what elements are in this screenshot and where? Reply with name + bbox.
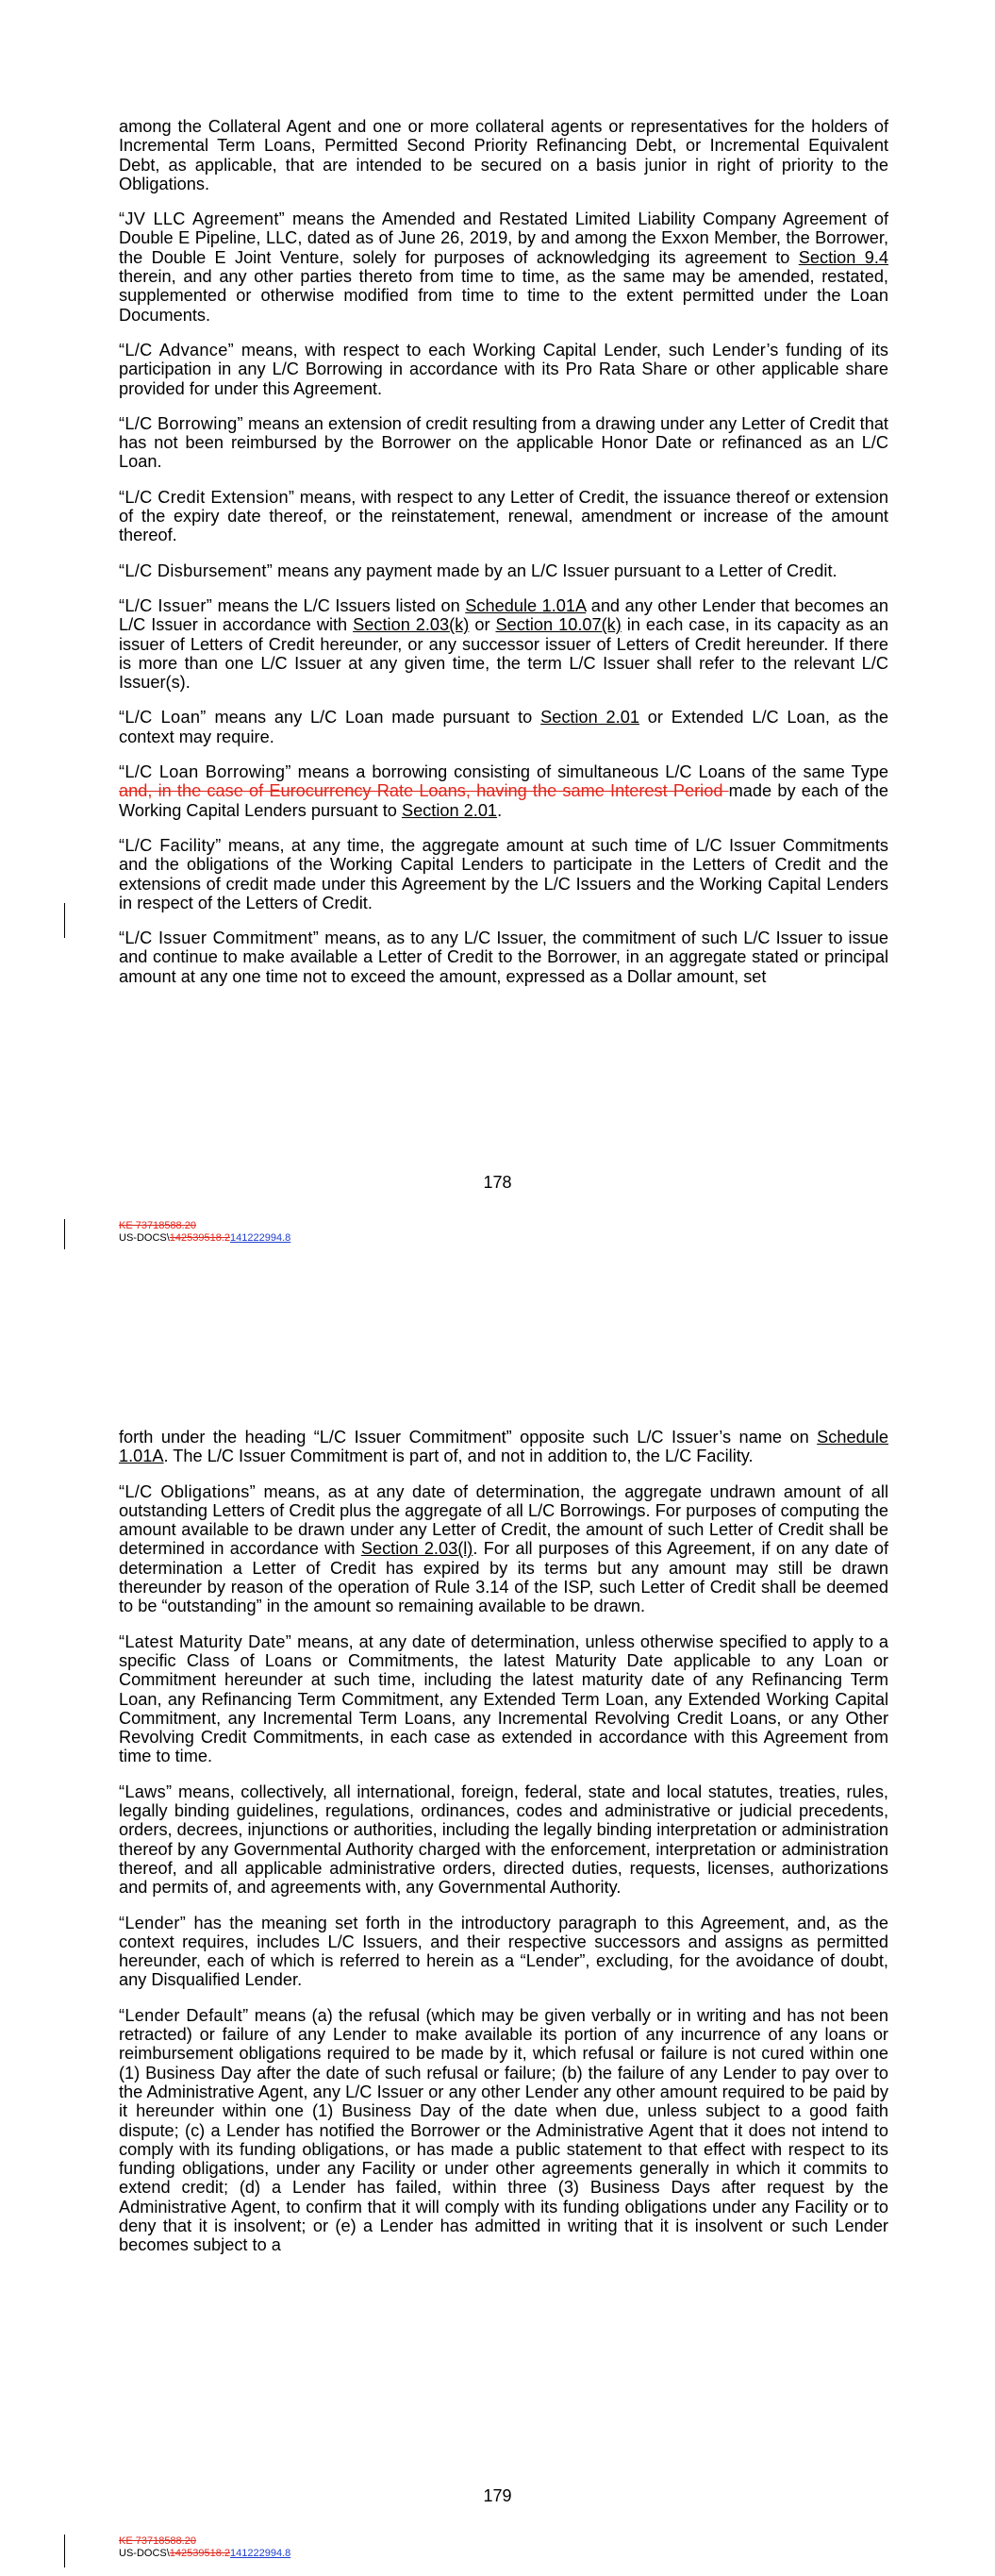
paragraph-text: means, as to any L/C Issuer, the commitment of such L/C Issuer to issue and continue to make available a Letter of Credit to the Borrower, in an aggregate stated or principal amount at any one time not to exceed the amount, expressed as a Dollar amount, set	[119, 928, 888, 986]
defined-term: “L/C Disbursement”	[119, 560, 274, 580]
page-number: 179	[483, 2486, 512, 2505]
footer-doc-id	[119, 2548, 290, 2560]
paragraph	[119, 928, 888, 986]
paragraph-text: means (a) the refusal (which may be given verbally or in writing and has not been retracted) or failure of any Lender to make available its portion of any incurrence of any loans or reimbursement obligations required to be made by it, which refusal or failure is not cured within one (1) Business Day after the date of such refusal or failure; (b) the failure of any Lender to pay over to the Administrative Agent, any L/C Issuer or any other Lender any other amount required to be paid by it hereunder within one (1) Business Day of the date when due, unless subject to a good faith dispute; (c) a Lender has notified the Borrower or the Administrative Agent that it does not intend to comply with its funding obligations, or has made a public statement to that effect with respect to its funding obligations, under any Facility or under other agreements generally in which it commits to extend credit; (d) a Lender has failed, within three (3) Business Days after request by the Administrative Agent, to confirm that it will comply with its funding obligations under any Facility or to deny that it is insolvent; or (e) a Lender has admitted in writing that it is insolvent or such Lender becomes subject to a	[119, 2005, 888, 2255]
footer-old-id: 142539518.2	[169, 2548, 231, 2559]
paragraph-text: in each case, in its capacity as an issuer of Letters of Credit hereunder, or any successor issuer of Letters of Credit hereunder. If there is more than one L/C Issuer at any given time, the term L/C Issuer shall refer to the relevant L/C Issuer(s).	[119, 615, 889, 693]
paragraph	[119, 414, 888, 472]
defined-term: “L/C Borrowing”	[119, 413, 243, 433]
section-reference: Section 2.03(k)	[353, 615, 470, 635]
paragraph-text: or Extended L/C Loan, as the context may require.	[119, 708, 889, 746]
paragraph-text: means a borrowing consisting of simultaneous L/C Loans of the same Type	[290, 762, 888, 782]
section-reference: Section 2.01	[540, 708, 639, 728]
paragraph-text: means any payment made by an L/C Issuer pursuant to a Letter of Credit.	[273, 560, 837, 580]
document-page-179	[0, 1288, 995, 2576]
paragraph	[119, 1914, 888, 1990]
paragraph	[119, 488, 888, 545]
footer-doc-id	[119, 1232, 290, 1245]
footer-prefix: US-DOCS\	[119, 2548, 170, 2559]
paragraph-text: means the L/C Issuers listed on	[212, 595, 466, 615]
paragraph	[119, 561, 888, 580]
footer-deleted-id: KE 73718588.20	[119, 2535, 196, 2547]
paragraph-text: therein, and any other parties thereto from time to time, as the same may be amended, restated, supplemented or otherwise modified from time to time to the extent permitted under the Loan Documents.	[119, 267, 888, 325]
paragraph-text: among the Collateral Agent and one or more collateral agents or representatives for the holders of Incremental Term Loans, Permitted Second Priority Refinancing Debt, or Incremental Equivalent Debt, as applicable, that are intended to be secured on a basis junior in right of priority to the Obligations.	[119, 117, 888, 193]
footer-deleted-id: KE 73718588.20	[119, 1220, 196, 1231]
defined-term: “L/C Issuer”	[119, 595, 213, 615]
page-number: 178	[483, 1173, 512, 1192]
paragraph-text: . For all purposes of this Agreement, if on any date of determination a Letter of Credit has expired by its terms but any amount may still be drawn thereunder by reason of the operation of Rule 3.14 of the ISP, such Letter of Credit shall be deemed to be “outstanding” in the amount so remaining available to be drawn.	[119, 1539, 888, 1616]
document-footer	[119, 2535, 290, 2560]
defined-term: “Laws”	[119, 1781, 173, 1801]
defined-term: “L/C Issuer Commitment”	[119, 928, 320, 948]
paragraph	[119, 209, 888, 325]
footer-new-id: 141222994.8	[230, 1232, 291, 1244]
paragraph	[119, 1482, 888, 1616]
section-reference: Section 9.4	[798, 247, 889, 267]
paragraph-text: means, with respect to any Letter of Credit, the issuance thereof or extension of the expiry date thereof, or the reinstatement, renewal, amendment or increase of the amount thereof.	[119, 487, 888, 545]
paragraph	[119, 1428, 888, 1466]
deleted-text: and, in the case of Eurocurrency Rate Loans, having the same Interest Period	[119, 781, 729, 801]
section-reference: Section 2.01	[401, 800, 498, 820]
change-bar	[64, 1219, 65, 1249]
paragraph	[119, 117, 888, 193]
paragraph	[119, 596, 888, 692]
paragraph	[119, 708, 888, 746]
paragraph-text: or	[469, 615, 496, 635]
paragraph	[119, 1632, 888, 1766]
defined-term: “Latest Maturity Date”	[119, 1631, 292, 1651]
paragraph	[119, 836, 888, 912]
defined-term: “JV LLC Agreement”	[119, 209, 286, 229]
change-bar	[64, 903, 65, 938]
defined-term: “L/C Credit Extension”	[119, 487, 295, 507]
paragraph-text: means an extension of credit resulting from a drawing under any Letter of Credit that has not been reimbursed by the Borrower on the applicable Honor Date or refinanced as an L/C Loan.	[119, 413, 888, 472]
paragraph-text: means, collectively, all international, foreign, federal, state and local statutes, treaties, rules, legally binding guidelines, regulations, ordinances, codes and administrative or judicial precedents, orders, decrees, injunctions or authorities, including the legally binding interpretation or administration thereof by any Governmental Authority charged with the enforcement, interpretation or administration thereof, and all applicable administrative orders, directed duties, requests, licenses, authorizations and permits of, and agreements with, any Governmental Authority.	[119, 1781, 888, 1898]
paragraph-text: means, at any date of determination, unless otherwise specified to apply to a specific Class of Loans or Commitments, the latest Maturity Date applicable to any Loan or Commitment hereunder at such time, including the latest maturity date of any Refinancing Term Loan, any Refinancing Term Commitment, any Extended Term Loan, any Extended Working Capital Commitment, any Incremental Term Loans, any Incremental Revolving Credit Loans, or any Other Revolving Credit Commitments, in each case as extended in accordance with this Agreement from time to time.	[119, 1631, 888, 1766]
paragraph-text: means, as at any date of determination, the aggregate undrawn amount of all outstanding Letters of Credit plus the aggregate of all L/C Borrowings. For purposes of computing the amount available to be drawn under any Letter of Credit, the amount of such Letter of Credit shall be determined in accordance with	[119, 1481, 888, 1559]
defined-term: “Lender”	[119, 1913, 187, 1932]
paragraph-text: .	[497, 800, 503, 820]
footer-prefix: US-DOCS\	[119, 1232, 170, 1244]
paragraph	[119, 341, 888, 398]
defined-term: “L/C Obligations”	[119, 1481, 257, 1501]
defined-term: “L/C Advance”	[119, 340, 234, 360]
paragraph	[119, 2006, 888, 2255]
page-body	[119, 1428, 888, 2271]
paragraph-text: means the Amended and Restated Limited Liability Company Agreement of Double E Pipeline, LLC, dated as of June 26, 2019, by and among the Exxon Member, the Borrower, the Double E Joint Venture, solely for purposes of acknowledging its agreement to	[119, 209, 889, 267]
section-reference: Schedule 1.01A	[465, 595, 587, 615]
paragraph-text: forth under the heading “L/C Issuer Commitment” opposite such L/C Issuer’s name on	[119, 1428, 818, 1447]
page-body	[119, 117, 888, 1002]
paragraph-text: and any other Lender that becomes an L/C Issuer in accordance with	[119, 595, 888, 635]
paragraph-text: has the meaning set forth in the introductory paragraph to this Agreement, and, as the context requires, includes L/C Issuers, and their respective successors and assigns as permitted hereunder, each of which is referred to herein as a “Lender”, excluding, for the avoidance of doubt, any Disqualified Lender.	[119, 1913, 888, 1990]
change-bar	[64, 2534, 65, 2568]
section-reference: Section 2.03(l)	[360, 1539, 473, 1559]
paragraph-text: means, at any time, the aggregate amount at such time of L/C Issuer Commitments and the obligations of the Working Capital Lenders to participate in the Letters of Credit and the extensions of credit made under this Agreement by the L/C Issuers and the Working Capital Lenders in respect of the Letters of Credit.	[119, 835, 888, 912]
paragraph-text: means, with respect to each Working Capital Lender, such Lender’s funding of its participation in any L/C Borrowing in accordance with its Pro Rata Share or other applicable share provided for under this Agreement.	[119, 340, 888, 398]
section-reference: Section 10.07(k)	[495, 615, 622, 635]
defined-term: “L/C Loan”	[119, 708, 207, 728]
paragraph-text: means any L/C Loan made pursuant to	[206, 708, 541, 728]
defined-term: “L/C Facility”	[119, 835, 222, 855]
paragraph	[119, 762, 888, 820]
paragraph-text: made by each of the Working Capital Lenders pursuant to	[119, 781, 889, 820]
defined-term: “Lender Default”	[119, 2005, 249, 2025]
paragraph-text: . The L/C Issuer Commitment is part of, and not in addition to, the L/C Facility.	[163, 1447, 754, 1466]
defined-term: “L/C Loan Borrowing”	[119, 762, 291, 782]
document-footer	[119, 1220, 290, 1245]
section-reference: Schedule 1.01A	[119, 1428, 888, 1466]
paragraph	[119, 1782, 888, 1898]
footer-old-id: 142539518.2	[169, 1232, 231, 1244]
footer-new-id: 141222994.8	[230, 2548, 291, 2559]
